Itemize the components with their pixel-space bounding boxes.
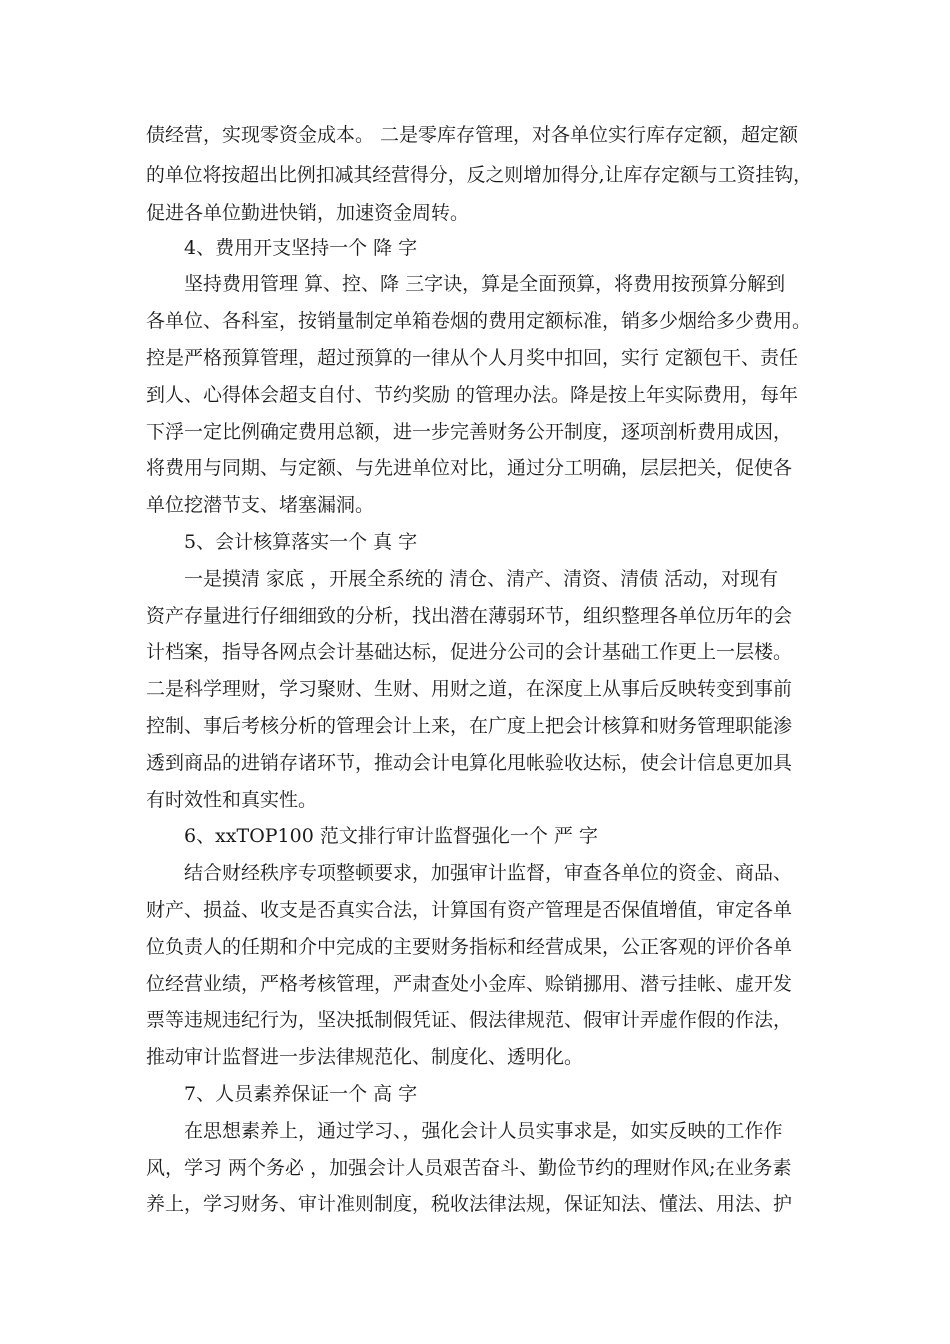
text-line: 票等违规违纪行为，坚决抵制假凭证、假法律规范、假审计弄虚作假的作法， [146, 1009, 793, 1031]
text-line: 控是严格预算管理，超过预算的一律从个人月奖中扣回，实行 定额包干、责任 [146, 347, 799, 369]
text-line: 二是科学理财，学习聚财、生财、用财之道，在深度上从事后反映转变到事前 [146, 678, 793, 700]
text-line: 透到商品的进销存诸环节，推动会计电算化甩帐验收达标，使会计信息更加具 [146, 752, 793, 774]
text-line: 风，学习 两个务必 ，加强会计人员艰苦奋斗、勤俭节约的理财作风;在业务素 [146, 1157, 792, 1179]
text-line: 在思想素养上，通过学习、，强化会计人员实事求是，如实反映的工作作 [184, 1120, 783, 1142]
text-line: 结合财经秩序专项整顿要求，加强审计监督，审查各单位的资金、商品、 [184, 862, 793, 884]
text-line: 促进各单位勤进快销，加速资金周转。 [146, 202, 470, 224]
text-line: 推动审计监督进一步法律规范化、制度化、透明化。 [146, 1046, 584, 1068]
section-heading: 7、人员素养保证一个 高 字 [184, 1083, 418, 1105]
text-line: 财产、损益、收支是否真实合法，计算国有资产管理是否保值增值，审定各单 [146, 899, 793, 921]
section-heading: 6、xxTOP100 范文排行审计监督强化一个 严 字 [184, 825, 598, 847]
text-line: 各单位、各科室，按销量制定单箱卷烟的费用定额标准，销多少烟给多少费用。 [146, 310, 812, 332]
text-line: 将费用与同期、与定额、与先进单位对比，通过分工明确，层层把关，促使各 [146, 457, 793, 479]
text-line: 有时效性和真实性。 [146, 789, 318, 811]
text-line: 一是摸清 家底 ，开展全系统的 清仓、清产、清资、清债 活动，对现有 [184, 568, 779, 590]
text-line: 养上，学习财务、审计准则制度，税收法律法规，保证知法、懂法、用法、护 [146, 1193, 793, 1215]
text-line: 单位挖潜节支、堵塞漏洞。 [146, 494, 375, 516]
section-heading: 4、费用开支坚持一个 降 字 [184, 237, 418, 259]
text-line: 坚持费用管理 算、控、降 三字诀，算是全面预算，将费用按预算分解到 [184, 273, 786, 295]
text-line: 控制、事后考核分析的管理会计上来，在广度上把会计核算和财务管理职能渗 [146, 715, 793, 737]
text-line: 的单位将按超出比例扣减其经营得分，反之则增加得分,让库存定额与工资挂钩， [146, 164, 813, 186]
text-line: 位负责人的任期和介中完成的主要财务指标和经营成果，公正客观的评价各单 [146, 936, 793, 958]
section-heading: 5、会计核算落实一个 真 字 [184, 531, 418, 553]
text-line: 债经营，实现零资金成本。 二是零库存管理，对各单位实行库存定额，超定额 [146, 124, 799, 146]
text-line: 下浮一定比例确定费用总额，进一步完善财务公开制度，逐项剖析费用成因， [146, 421, 793, 443]
text-line: 位经营业绩，严格考核管理，严肃查处小金库、赊销挪用、潜亏挂帐、虚开发 [146, 973, 793, 995]
text-line: 资产存量进行仔细细致的分析，找出潜在薄弱环节，组织整理各单位历年的会 [146, 605, 793, 627]
text-line: 计档案，指导各网点会计基础达标，促进分公司的会计基础工作更上一层楼。 [146, 641, 793, 663]
text-line: 到人、心得体会超支自付、节约奖励 的管理办法。降是按上年实际费用，每年 [146, 384, 799, 406]
